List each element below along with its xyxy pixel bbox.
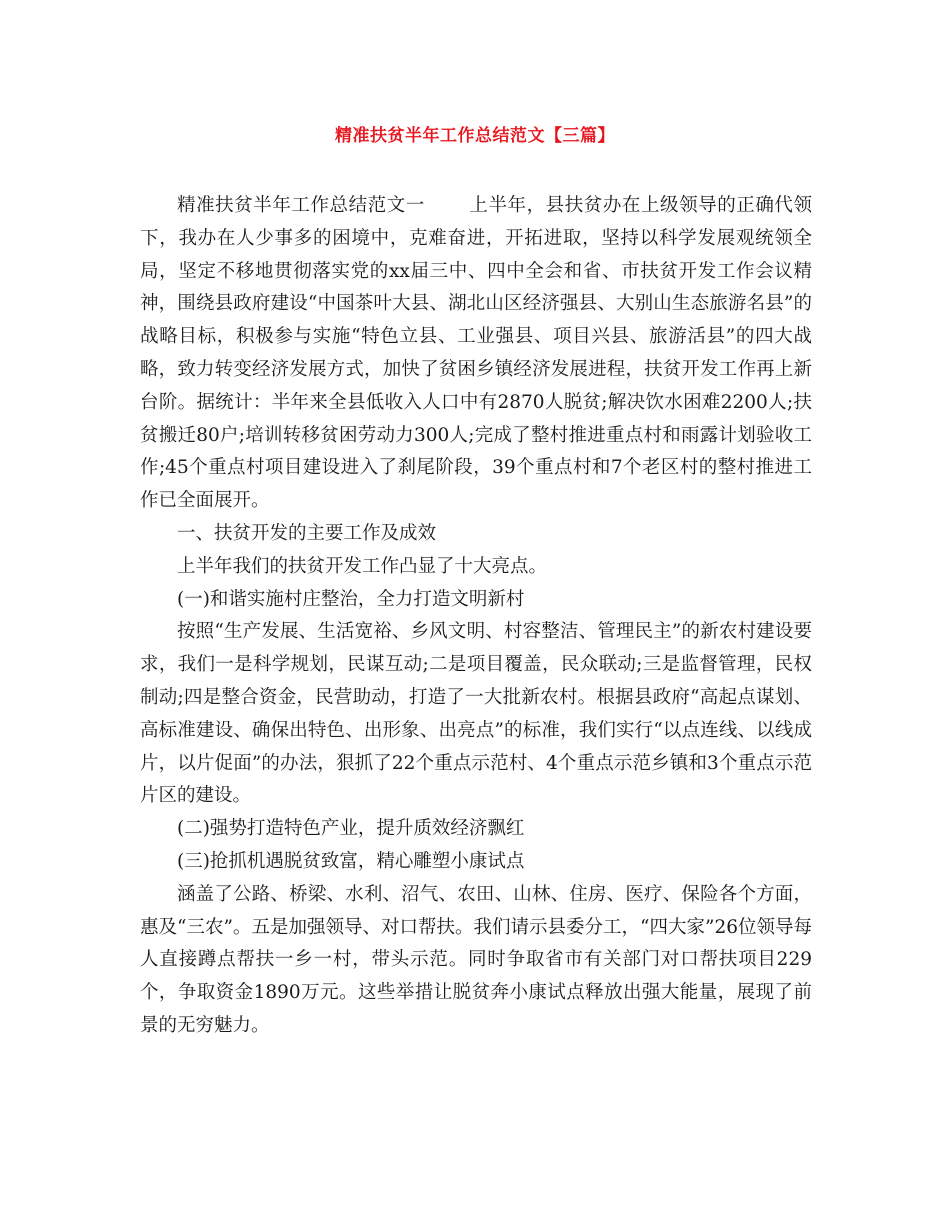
subheading-1: (一)和谐实施村庄整治，全力打造文明新村 (177, 588, 525, 610)
paragraph-highlights: 上半年我们的扶贫开发工作凸显了十大亮点。 (177, 555, 548, 577)
section-heading-main-work: 一、扶贫开发的主要工作及成效 (177, 522, 437, 544)
subheading-3: (三)抢抓机遇脱贫致富，精心雕塑小康试点 (177, 850, 525, 872)
section-heading-1: 精准扶贫半年工作总结范文一 (177, 195, 425, 216)
subheading-2: (二)强势打造特色产业，提升质效经济飘红 (177, 818, 525, 840)
paragraph-village: 按照“生产发展、生活宽裕、乡风文明、村容整洁、管理民主”的新农村建设要求，我们一是科学规划，民谋互动;二是项目覆盖，民众联动;三是监督管理，民权制动;四是整合资金，民营助动，打造了一大批新农村。根据县政府“高起点谋划、高标准建设、确保出特色、出形象、出亮点”的标准，我们实行“以点连线、以线成片，以片促面”的办法，狠抓了22个重点示范村、4个重点示范乡镇和3个重点示范片区的建设。 (140, 621, 812, 807)
document-title: 精准扶贫半年工作总结范文【三篇】 (335, 126, 615, 146)
paragraph-intro-text: 上半年，县扶贫办在上级领导的正确代领下，我办在人少事多的困境中，克难奋进，开拓进取，坚持以科学发展观统领全局，坚定不移地贯彻落实党的xx届三中、四中全会和省、市扶贫开发工作会议精神，围绕县政府建设“中国茶叶大县、湖北山区经济强县、大别山生态旅游名县”的战略目标，积极参与实施“特色立县、工业强县、项目兴县、旅游活县”的四大战略，致力转变经济发展方式，加快了贫困乡镇经济发展进程，扶贫开发工作再上新台阶。据统计：半年来全县低收入人口中有2870人脱贫;解决饮水困难2200人;扶贫搬迁80户;培训转移贫困劳动力300人;完成了整村推进重点村和雨露计划验收工作;45个重点村项目建设进入了刹尾阶段，39个重点村和7个老区村的整村推进工作已全面展开。 (140, 195, 812, 512)
paragraph-intro (140, 190, 812, 518)
document-body (140, 190, 812, 1043)
paragraph-coverage: 涵盖了公路、桥梁、水利、沼气、农田、山林、住房、医疗、保险各个方面，惠及“三农”。五是加强领导、对口帮扶。我们请示县委分工，“四大家”26位领导每人直接蹲点帮扶一乡一村，带头示范。同时争取省市有关部门对口帮扶项目229个，争取资金1890万元。这些举措让脱贫奔小康试点释放出强大能量，展现了前景的无穷魅力。 (140, 883, 812, 1036)
